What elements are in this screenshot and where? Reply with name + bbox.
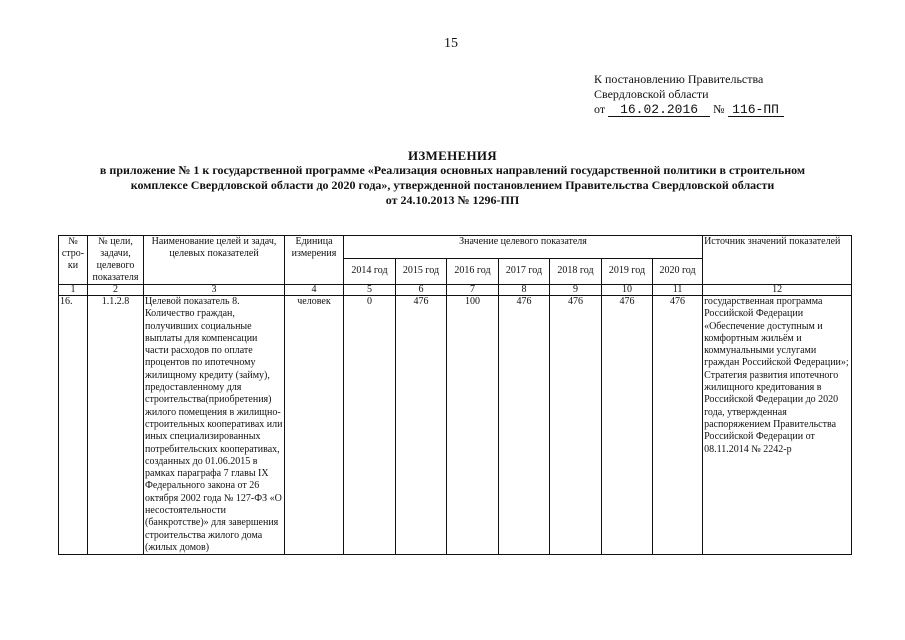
column-number: 7 xyxy=(447,285,499,296)
cell-value-2014: 0 xyxy=(344,296,396,555)
cell-row-no: 16. xyxy=(59,296,88,555)
column-number: 11 xyxy=(653,285,703,296)
header-goal-no: № цели, задачи, целевого показателя xyxy=(88,236,144,285)
header-year: 2018 год xyxy=(550,258,602,284)
header-name: Наименование целей и задач, целевых показателей xyxy=(144,236,285,285)
cell-value-2019: 476 xyxy=(602,296,653,555)
cell-value-2016: 100 xyxy=(447,296,499,555)
column-number: 1 xyxy=(59,285,88,296)
cell-value-2020: 476 xyxy=(653,296,703,555)
title-main: ИЗМЕНЕНИЯ xyxy=(407,148,497,163)
cell-name: Целевой показатель 8. Количество граждан, получивших социальные выплаты для компенсации части расходов по оплате процентов по ипотечному жилищному кредиту (займу), предоставленному для строительства(приобретения) жилого помещения в жилищно-строительных кооперативах или иных специализированных потребительских кооперативах, созданных до 01.06.2015 в рамках параграфа 7 главы IX Федерального закона от 26 октября 2002 года № 127-ФЗ «О несостоятельности (банкротстве)» для завершения строительства жилого дома (жилых домов) xyxy=(144,296,285,555)
cell-value-2015: 476 xyxy=(396,296,447,555)
cell-source: государственная программа Российской Федерации «Обеспечение доступным и комфортным жильём и коммунальными услугами граждан Российской Федерации»; Стратегия развития ипотечного жилищного кредитования в Российской Федерации до 2020 года, утвержденная распоряжением Правительства Российской Федерации от 08.11.2014 № 2242-р xyxy=(703,296,852,555)
column-number: 12 xyxy=(703,285,852,296)
header-row-no: № стро-ки xyxy=(59,236,88,285)
decree-number: 116-ПП xyxy=(728,103,784,117)
cell-value-2017: 476 xyxy=(499,296,550,555)
column-number-row xyxy=(59,285,852,296)
cell-unit: человек xyxy=(285,296,344,555)
title-line-3: от 24.10.2013 № 1296-ПП xyxy=(385,193,520,207)
document-title xyxy=(40,148,865,208)
decree-line-1: К постановлению Правительства xyxy=(594,72,764,86)
header-year: 2017 год xyxy=(499,258,550,284)
decree-line-2: Свердловской области xyxy=(594,87,709,101)
title-line-1: в приложение № 1 к государственной программе «Реализация основных направлений государственной политики в строительном xyxy=(99,163,806,177)
decree-reference xyxy=(594,72,784,117)
title-line-2: комплексе Свердловской области до 2020 года», утвержденной постановлением Правительства Свердловской области xyxy=(130,178,775,192)
table-row xyxy=(59,296,852,555)
decree-date-line xyxy=(594,102,784,117)
decree-number-prefix: № xyxy=(713,102,725,116)
decree-date: 16.02.2016 xyxy=(608,103,710,117)
cell-value-2018: 476 xyxy=(550,296,602,555)
column-number: 3 xyxy=(144,285,285,296)
header-year: 2015 год xyxy=(396,258,447,284)
cell-goal-no: 1.1.2.8 xyxy=(88,296,144,555)
column-number: 4 xyxy=(285,285,344,296)
header-year: 2016 год xyxy=(447,258,499,284)
column-number: 2 xyxy=(88,285,144,296)
column-number: 9 xyxy=(550,285,602,296)
column-number: 5 xyxy=(344,285,396,296)
header-values: Значение целевого показателя xyxy=(344,236,703,259)
header-unit: Единица измерения xyxy=(285,236,344,285)
header-year: 2019 год xyxy=(602,258,653,284)
header-year: 2014 год xyxy=(344,258,396,284)
column-number: 6 xyxy=(396,285,447,296)
header-source: Источник значений показателей xyxy=(703,236,852,285)
page-number: 15 xyxy=(444,36,458,51)
indicators-table xyxy=(58,235,852,555)
decree-date-prefix: от xyxy=(594,102,606,116)
column-number: 8 xyxy=(499,285,550,296)
header-year: 2020 год xyxy=(653,258,703,284)
column-number: 10 xyxy=(602,285,653,296)
